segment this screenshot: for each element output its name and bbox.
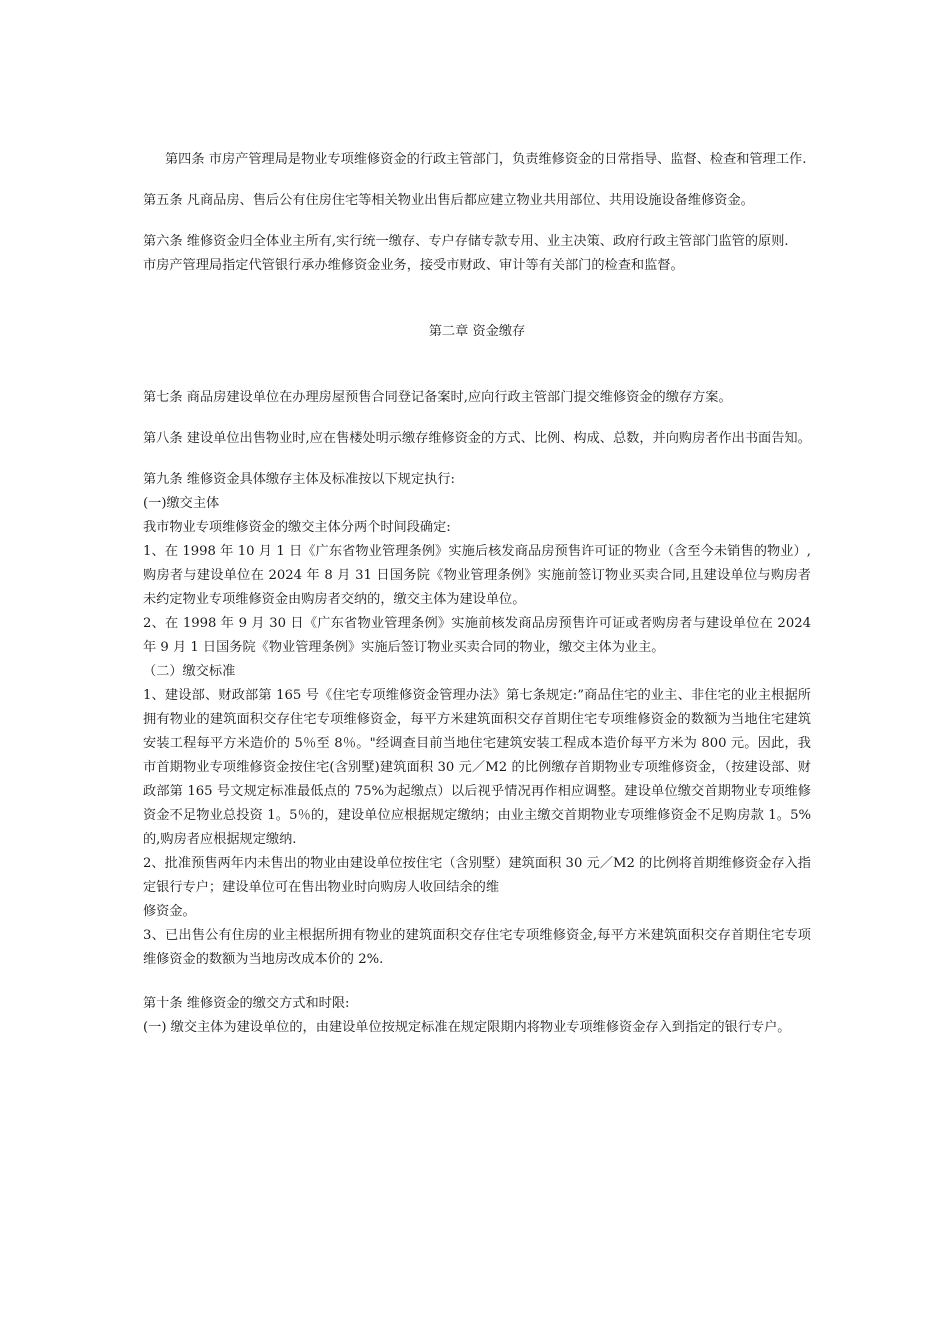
article-9-subsection-2: （二）缴交标准 <box>143 664 236 679</box>
article-10-item-1: (一) 缴交主体为建设单位的，由建设单位按规定标准在规定限期内将物业专项维修资金存入到指定的银行专户。 <box>143 1020 791 1035</box>
article-9-intro: 我市物业专项维修资金的缴交主体分两个时间段确定: <box>143 520 451 535</box>
article-9-standard-1: 1、建设部、财政部第 165 号《住宅专项维修资金管理办法》第七条规定:”商品住宅的业主、非住宅的业主根据所拥有物业的建筑面积交存住宅专项维修资金，每平方米建筑面积交存首期住宅专项维修资金的数额为当地住宅建筑安装工程每平方米造价的 5％至 8％。"经调查目前当地住宅建筑安装工程成本造价每平方米为 800 元。因此，我市首期物业专项维修资金按住宅(含别墅)建筑面积 30 元／M2 的比例缴存首期物业专项维修资金，（按建设部、财政部第 165 号文规定标准最低点的 75%为起缴点）以后视乎情况再作相应调整。建设单位缴交首期物业专项维修资金不足物业总投资 1。5％的，建设单位应根据规定缴纳；由业主缴交首期物业专项维修资金不足购房款 1。5%的,购房者应根据规定缴纳. <box>143 688 811 847</box>
document-body <box>143 148 811 1040</box>
article-8: 第八条 建设单位出售物业时,应在售楼处明示缴存维修资金的方式、比例、构成、总数，并向购房者作出书面告知。 <box>143 431 811 446</box>
article-6: 第六条 维修资金归全体业主所有,实行统一缴存、专户存储专款专用、业主决策、政府行政主管部门监管的原则. <box>143 234 789 249</box>
article-9-standard-2-cont: 修资金。 <box>143 904 196 919</box>
article-10-heading: 第十条 维修资金的缴交方式和时限: <box>143 996 350 1011</box>
article-5: 第五条 凡商品房、售后公有住房住宅等相关物业出售后都应建立物业共用部位、共用设施设备维修资金。 <box>143 193 754 208</box>
chapter-title: 第二章 资金缴存 <box>428 324 526 339</box>
article-4: 第四条 市房产管理局是物业专项维修资金的行政主管部门，负责维修资金的日常指导、监督、检查和管理工作. <box>165 152 807 167</box>
article-7: 第七条 商品房建设单位在办理房屋预售合同登记备案时,应向行政主管部门提交维修资金的缴存方案。 <box>143 390 732 405</box>
article-9-heading: 第九条 维修资金具体缴存主体及标准按以下规定执行: <box>143 472 455 487</box>
article-9-item-2: 2、在 1998 年 9 月 30 日《广东省物业管理条例》实施前核发商品房预售许可证或者购房者与建设单位在 2024 年 9 月 1 日国务院《物业管理条例》实施后签订物业买卖合同的物业，缴交主体为业主。 <box>143 616 811 655</box>
article-9-subsection-1: (一)缴交主体 <box>143 496 220 511</box>
article-9-standard-3: 3、已出售公有住房的业主根据所拥有物业的建筑面积交存住宅专项维修资金,每平方米建筑面积交存首期住宅专项维修资金的数额为当地房改成本价的 2%. <box>143 928 811 967</box>
article-6-supplement: 市房产管理局指定代管银行承办维修资金业务，接受市财政、审计等有关部门的检查和监督。 <box>143 258 684 273</box>
article-9-standard-2: 2、批准预售两年内未售出的物业由建设单位按住宅（含别墅）建筑面积 30 元／M2 的比例将首期维修资金存入指定银行专户；建设单位可在售出物业时向购房人收回结余的维 <box>143 856 811 895</box>
article-9-item-1: 1、在 1998 年 10 月 1 日《广东省物业管理条例》实施后核发商品房预售许可证的物业（含至今未销售的物业）,购房者与建设单位在 2024 年 8 月 31 日国务院《物业管理条例》实施前签订物业买卖合同,且建设单位与购房者未约定物业专项维修资金由购房者交纳的，缴交主体为建设单位。 <box>143 544 811 607</box>
